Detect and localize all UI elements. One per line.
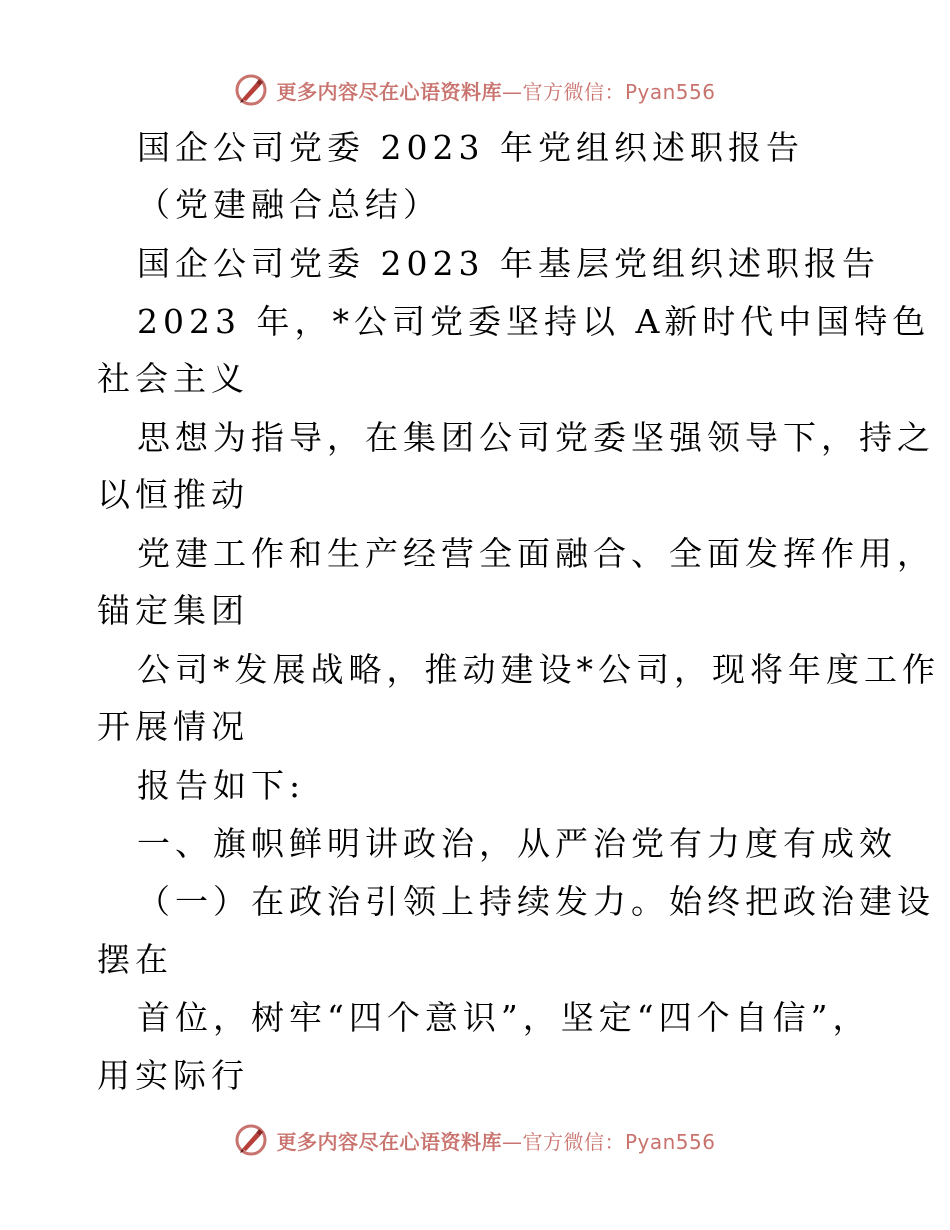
paragraph-line: 锚定集团 bbox=[97, 591, 249, 630]
paragraph-line: （一）在政治引领上持续发力。始终把政治建设 bbox=[137, 882, 935, 921]
paragraph-line: 社会主义 bbox=[97, 359, 249, 398]
section-heading: 一、旗帜鲜明讲政治，从严治党有力度有成效 bbox=[137, 824, 897, 863]
paragraph-line: 开展情况 bbox=[97, 707, 249, 746]
header-site-text: 更多内容尽在心语资料库 bbox=[276, 79, 502, 104]
paragraph-line: 用实际行 bbox=[97, 1056, 249, 1095]
paragraph-line: 首位，树牢“四个意识”，坚定“四个自信”， bbox=[137, 998, 871, 1037]
footer-site-text: 更多内容尽在心语资料库 bbox=[276, 1129, 502, 1154]
paragraph-line: 以恒推动 bbox=[97, 475, 249, 514]
header-watermark bbox=[0, 70, 950, 110]
footer-watermark-text bbox=[276, 1126, 715, 1155]
header-separator: — bbox=[501, 79, 523, 104]
paragraph-line: 公司*发展战略，推动建设*公司，现将年度工作 bbox=[137, 650, 940, 689]
footer-wechat-text: 官方微信：Pyan556 bbox=[522, 1129, 716, 1154]
paragraph-line: 报告如下: bbox=[137, 766, 306, 805]
document-heading: 国企公司党委 2023 年基层党组织述职报告 bbox=[137, 244, 880, 283]
header-wechat-text: 官方微信：Pyan556 bbox=[522, 79, 716, 104]
paragraph-line: 党建工作和生产经营全面融合、全面发挥作用， bbox=[137, 534, 935, 573]
footer-watermark bbox=[0, 1120, 950, 1160]
logo-pen-icon bbox=[234, 1123, 268, 1157]
paragraph-line: 2023 年，*公司党委坚持以 A新时代中国特色 bbox=[137, 302, 931, 341]
header-watermark-text bbox=[276, 76, 715, 105]
paragraph-line: 思想为指导，在集团公司党委坚强领导下，持之 bbox=[137, 418, 935, 457]
document-subtitle: （党建融合总结） bbox=[137, 185, 441, 224]
paragraph-line: 摆在 bbox=[97, 940, 173, 979]
logo-pen-icon bbox=[234, 73, 268, 107]
document-title: 国企公司党委 2023 年党组织述职报告 bbox=[137, 128, 804, 167]
footer-separator: — bbox=[501, 1129, 523, 1154]
